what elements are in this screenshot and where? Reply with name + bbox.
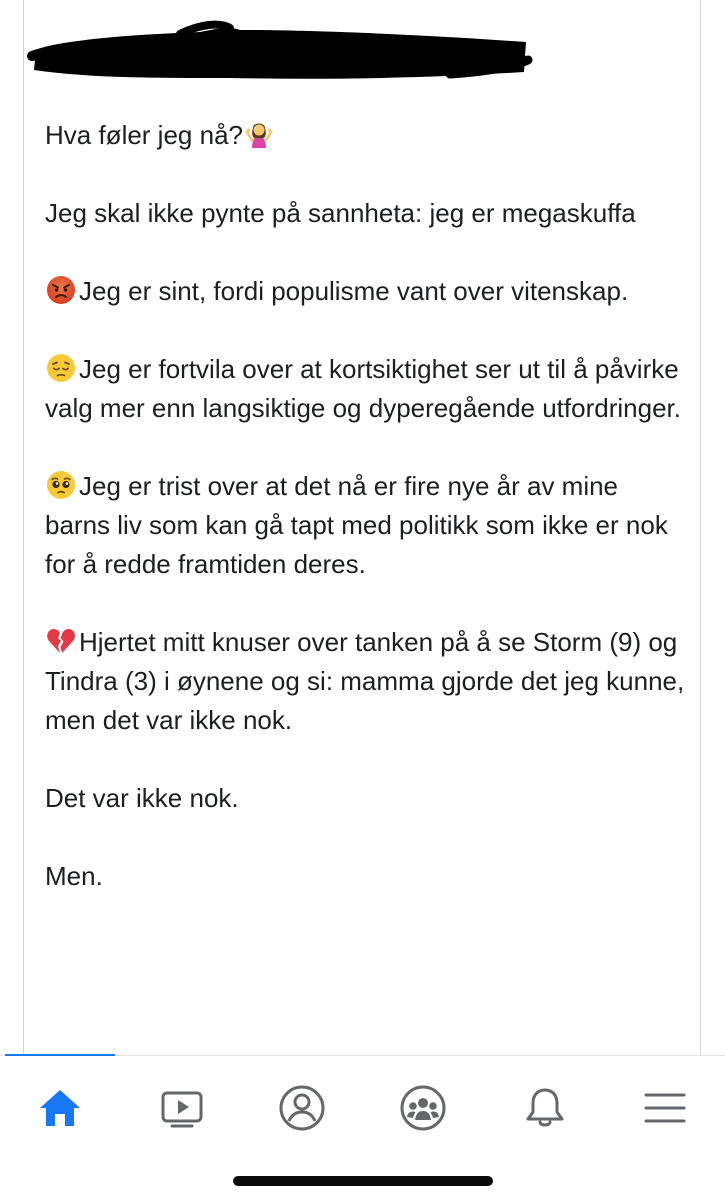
video-icon xyxy=(158,1084,206,1132)
paragraph-text: Hva føler jeg nå? xyxy=(45,120,243,150)
paragraph-text: Jeg skal ikke pynte på sannheta: jeg er megaskuffa xyxy=(45,198,636,228)
post-paragraph-1 xyxy=(45,116,685,155)
post-right-border xyxy=(700,0,701,1055)
paragraph-text: Jeg er sint, fordi populisme vant over vitenskap. xyxy=(79,276,629,306)
post-paragraph-8 xyxy=(45,857,685,896)
profile-icon xyxy=(277,1083,327,1133)
home-indicator-bar[interactable] xyxy=(233,1176,493,1186)
tab-notifications[interactable] xyxy=(515,1078,575,1138)
tab-groups[interactable] xyxy=(393,1078,453,1138)
woman-shrugging-icon xyxy=(243,118,275,150)
post-paragraph-4 xyxy=(45,350,685,428)
paragraph-text: Hjertet mitt knuser over tanken på å se Storm (9) og Tindra (3) i øynene og si: mamma gjorde det jeg kunne, men det var ikke nok. xyxy=(45,627,685,735)
bell-icon xyxy=(521,1084,569,1132)
paragraph-text: Men. xyxy=(45,861,103,891)
post-left-border xyxy=(23,0,24,1055)
groups-icon xyxy=(398,1083,448,1133)
tab-menu[interactable] xyxy=(635,1078,695,1138)
tab-home[interactable] xyxy=(30,1078,90,1138)
post-paragraph-6 xyxy=(45,623,685,740)
angry-face-icon xyxy=(45,274,77,306)
paragraph-text: Jeg er fortvila over at kortsiktighet ser ut til å påvirke valg mer enn langsiktige og dyperegående utfordringer. xyxy=(45,354,681,423)
post-paragraph-7 xyxy=(45,779,685,818)
broken-heart-icon xyxy=(45,625,77,657)
menu-icon xyxy=(641,1084,689,1132)
pleading-face-icon xyxy=(45,469,77,501)
home-icon xyxy=(36,1084,84,1132)
paragraph-text: Det var ikke nok. xyxy=(45,783,239,813)
post-paragraph-5 xyxy=(45,467,685,584)
redaction-scribble xyxy=(30,20,530,82)
tab-profile[interactable] xyxy=(272,1078,332,1138)
pensive-face-icon xyxy=(45,352,77,384)
tab-video[interactable] xyxy=(152,1078,212,1138)
post-paragraph-2 xyxy=(45,194,685,233)
paragraph-text: Jeg er trist over at det nå er fire nye år av mine barns liv som kan gå tapt med politikk som ikke er nok for å redde framtiden deres. xyxy=(45,471,668,579)
post-body xyxy=(45,116,685,896)
post-paragraph-3 xyxy=(45,272,685,311)
